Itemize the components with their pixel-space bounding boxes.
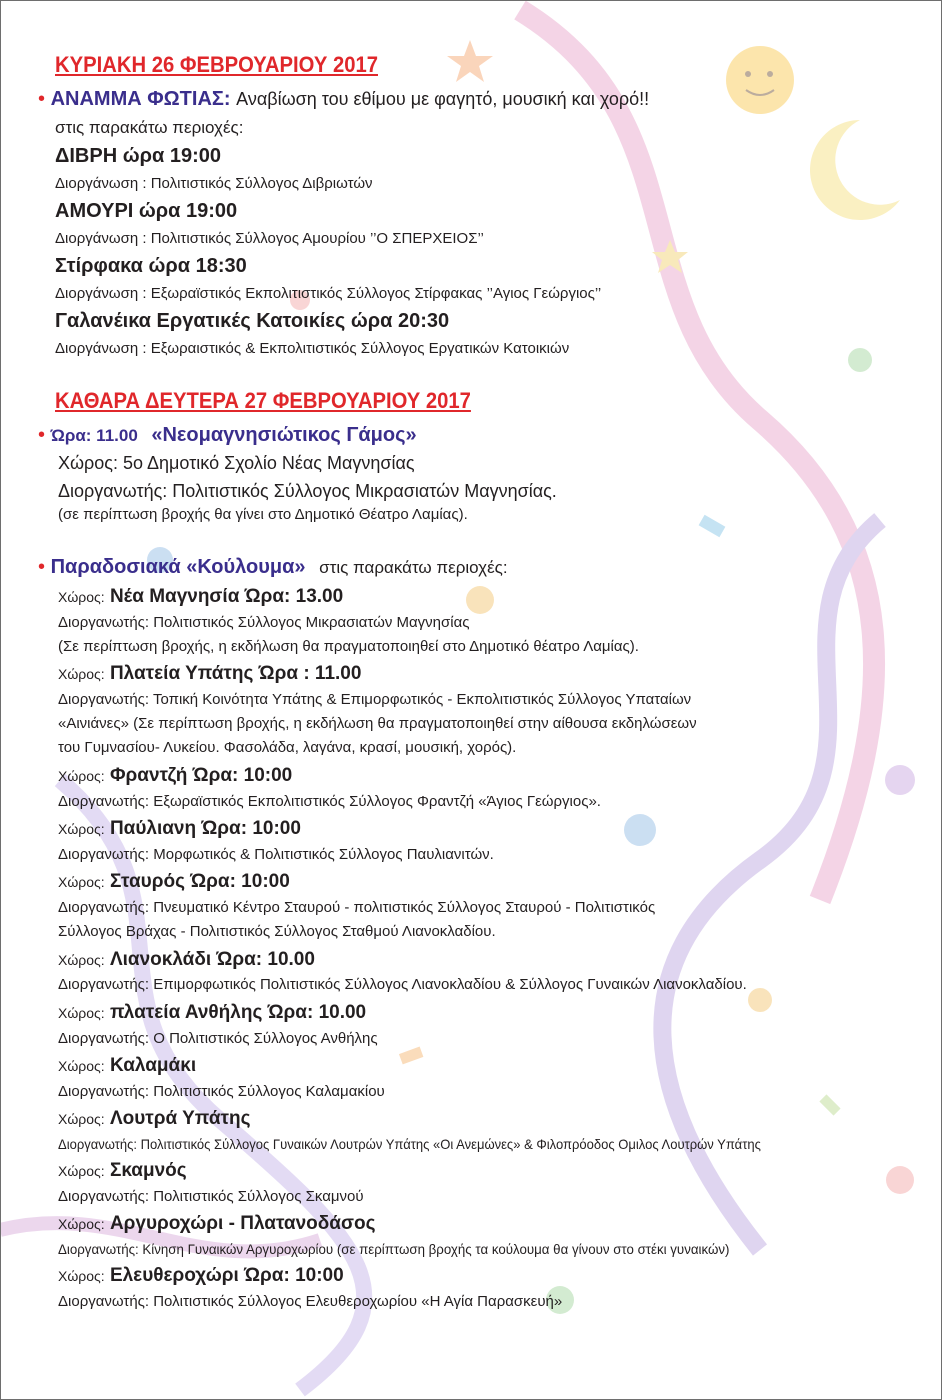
place-name: Καλαμάκι <box>109 1055 197 1076</box>
day1-areas-intro: στις παρακάτω περιοχές: <box>55 118 244 137</box>
place-organizer: Διοργάνωση : Πολιτιστικός Σύλλογος Διβριωτών <box>55 175 373 192</box>
wedding-title: «Νεομαγνησιώτικος Γάμος» <box>151 424 417 446</box>
place-organizer: του Γυμνασίου- Λυκείου. Φασολάδα, λαγάνα, κρασί, μουσική, χορός). <box>58 739 517 756</box>
place-name: πλατεία Ανθήλης Ώρα: 10.00 <box>109 1002 367 1023</box>
place-name: Λουτρά Υπάτης <box>109 1108 251 1129</box>
place-organizer: Διοργανωτής: Μορφωτικός & Πολιτιστικός Σύλλογος Παυλιανιτών. <box>58 846 494 863</box>
place-organizer: «Αινιάνες» (Σε περίπτωση βροχής, η εκδήλωση θα πραγματοποιηθεί στην αίθουσα εκδηλώσεων <box>58 715 697 732</box>
place-name: Σκαμνός <box>109 1160 187 1181</box>
day1-event-title: ΑΝΑΜΜΑ ΦΩΤΙΑΣ <box>50 88 224 110</box>
bullet-icon: • <box>38 88 46 110</box>
place-label: Χώρος: <box>58 874 105 890</box>
place-organizer: Διοργάνωση : Εξωραϊστικός Εκπολιτιστικός Σύλλογος Στίρφακας ’’Αγιος Γεώργιος’’ <box>55 285 602 302</box>
place-name: ΑΜΟΥΡΙ ώρα 19:00 <box>55 200 238 222</box>
place-label: Χώρος: <box>58 768 105 784</box>
place-label: Χώρος: <box>58 1216 105 1232</box>
place-organizer: Διοργανωτής: Εξωραϊστικός Εκπολιτιστικός Σύλλογος Φραντζή «Άγιος Γεώργιος». <box>58 793 601 810</box>
wedding-time: Ώρα: 11.00 <box>50 426 138 445</box>
place-name: Αργυροχώρι - Πλατανοδάσος <box>109 1213 376 1234</box>
place-label: Χώρος: <box>58 952 105 968</box>
place-label: Χώρος: <box>58 589 105 605</box>
place-organizer: Διοργανωτής: Κίνηση Γυναικών Αργυροχωρίου (σε περίπτωση βροχής τα κούλουμα θα γίνουν στο στέκι γυναικών) <box>58 1241 730 1257</box>
place-name: Ελευθεροχώρι Ώρα: 10:00 <box>109 1265 344 1286</box>
koulouma-intro: στις παρακάτω περιοχές: <box>319 558 508 577</box>
day1-title: ΚΥΡΙΑΚΗ 26 ΦΕΒΡΟΥΑΡΙΟΥ 2017 <box>55 52 378 77</box>
place-label: Χώρος: <box>58 666 105 682</box>
place-name: Σταυρός Ώρα: 10:00 <box>109 871 290 892</box>
place-organizer: Διοργάνωση : Πολιτιστικός Σύλλογος Αμουρίου ’’Ο ΣΠΕΡΧΕΙΟΣ’’ <box>55 230 484 247</box>
place-label: Χώρος: <box>58 1268 105 1284</box>
place-organizer: Διοργανωτής: Τοπική Κοινότητα Υπάτης & Επιμορφωτικός - Εκπολιτιστικός Σύλλογος Υπαταίων <box>58 691 692 708</box>
day1-event-desc: Αναβίωση του εθίμου με φαγητό, μουσική και χορό!! <box>236 89 650 109</box>
place-organizer: Διοργανωτής: Πνευματικό Κέντρο Σταυρού - πολιτιστικός Σύλλογος Σταυρού - Πολιτιστικός <box>58 899 656 916</box>
place-organizer: Διοργανωτής: Ο Πολιτιστικός Σύλλογος Ανθήλης <box>58 1030 378 1047</box>
place-organizer: Διοργανωτής: Πολιτιστικός Σύλλογος Ελευθεροχωρίου «Η Αγία Παρασκευή» <box>58 1293 563 1310</box>
wedding-organizer: Διοργανωτής: Πολιτιστικός Σύλλογος Μικρασιατών Μαγνησίας. <box>58 481 557 501</box>
place-name: ΔΙΒΡΗ ώρα 19:00 <box>55 145 221 167</box>
bullet-icon: • <box>38 556 46 578</box>
place-name: Νέα Μαγνησία Ώρα: 13.00 <box>109 586 344 607</box>
place-label: Χώρος: <box>58 1005 105 1021</box>
place-name: Λιανοκλάδι Ώρα: 10.00 <box>109 949 315 970</box>
wedding-note: (σε περίπτωση βροχής θα γίνει στο Δημοτικό Θέατρο Λαμίας). <box>58 506 468 523</box>
place-organizer: Διοργάνωση : Εξωραιστικός & Εκπολιτιστικός Σύλλογος Εργατικών Κατοικιών <box>55 340 570 357</box>
bullet-icon: • <box>38 424 46 446</box>
place-organizer: Διοργανωτής: Πολιτιστικός Σύλλογος Μικρασιατών Μαγνησίας <box>58 614 470 631</box>
place-organizer: Διοργανωτής: Επιμορφωτικός Πολιτιστικός Σύλλογος Λιανοκλαδίου & Σύλλογος Γυναικών Λιανοκλαδίου. <box>58 976 747 993</box>
place-organizer: (Σε περίπτωση βροχής, η εκδήλωση θα πραγματοποιηθεί στο Δημοτικό θέατρο Λαμίας). <box>58 638 639 655</box>
place-organizer: Σύλλογος Βράχας - Πολιτιστικός Σύλλογος Σταθμού Λιανοκλαδίου. <box>58 923 496 940</box>
place-organizer: Διοργανωτής: Πολιτιστικός Σύλλογος Καλαμακίου <box>58 1083 385 1100</box>
place-organizer: Διοργανωτής: Πολιτιστικός Σύλλογος Σκαμνού <box>58 1188 364 1205</box>
day2-title: ΚΑΘΑΡΑ ΔΕΥΤΕΡΑ 27 ΦΕΒΡΟΥΑΡΙΟΥ 2017 <box>55 388 471 413</box>
place-name: Φραντζή Ώρα: 10:00 <box>109 765 293 786</box>
place-name: Παύλιανη Ώρα: 10:00 <box>109 818 301 839</box>
wedding-venue: Χώρος: 5ο Δημοτικό Σχολίο Νέας Μαγνησίας <box>58 453 415 473</box>
place-label: Χώρος: <box>58 1058 105 1074</box>
place-label: Χώρος: <box>58 1163 105 1179</box>
day1-event-colon: : <box>223 88 231 110</box>
place-organizer: Διοργανωτής: Πολιτιστικός Σύλλογος Γυναικών Λουτρών Υπάτης «Οι Ανεμώνες» & Φιλοπρόοδος Ομιλος Λουτρών Υπάτης <box>58 1136 761 1152</box>
place-label: Χώρος: <box>58 1111 105 1127</box>
place-name: Γαλανέικα Εργατικές Κατοικίες ώρα 20:30 <box>55 310 450 332</box>
place-name: Πλατεία Υπάτης Ώρα : 11.00 <box>109 663 362 684</box>
place-label: Χώρος: <box>58 821 105 837</box>
koulouma-title: Παραδοσιακά «Κούλουμα» <box>50 556 306 578</box>
place-name: Στίρφακα ώρα 18:30 <box>55 255 247 277</box>
